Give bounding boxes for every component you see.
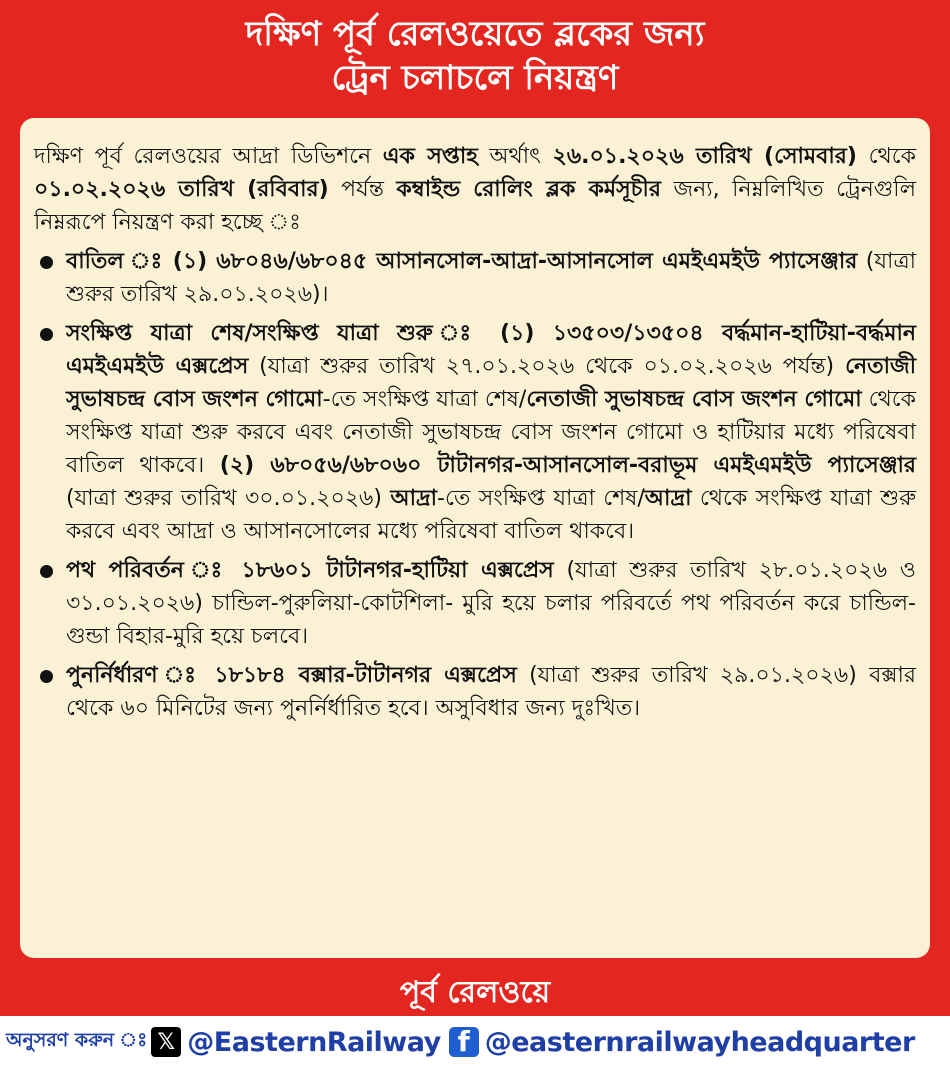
list-item-diversion bbox=[34, 554, 916, 653]
item-text: থেকে সংক্ষিপ্ত যাত্রা শুরু করবে এবং নেতাজী সুভাষচন্দ্র বোস জংশন গোমো ও হাটিয়ার মধ্যে পরিষেবা বাতিল থাকবে। bbox=[66, 387, 916, 478]
item-bold-text: সংক্ষিপ্ত যাত্রা শেষ/সংক্ষিপ্ত যাত্রা শুরু ঃ (১) ১৩৫০৩/১৩৫০৪ বর্দ্ধমান-হাটিয়া-বর্দ্ধমান এমইএমইউ এক্সপ্রেস bbox=[66, 321, 916, 379]
train-list bbox=[34, 245, 916, 725]
x-logo-icon[interactable]: 𝕏 bbox=[151, 1027, 181, 1057]
item-bold-text: (২) ৬৮০৫৬/৬৮০৬০ টাটানগর-আসানসোল-বরাভূম এমইএমইউ প্যাসেঞ্জার bbox=[219, 453, 916, 478]
x-handle-link[interactable]: @EasternRailway bbox=[187, 1026, 441, 1058]
item-text: (যাত্রা শুরুর তারিখ ২৮.০১.২০২৬ ও ৩১.০১.২০২৬) চান্ডিল-পুরুলিয়া-কোটশিলা- মুরি হয়ে চলার পরিবর্তে পথ পরিবর্তন করে চান্ডিল-গুন্ডা বিহার-মুরি হয়ে চলবে। bbox=[66, 558, 916, 649]
intro-text-4: পর্যন্ত bbox=[328, 177, 397, 202]
bullet-icon bbox=[40, 256, 53, 269]
item-bold-text: আদ্রা bbox=[390, 486, 437, 511]
item-text: (যাত্রা শুরুর তারিখ ২৯.০১.২০২৬)। bbox=[66, 249, 916, 307]
intro-text-3: থেকে bbox=[856, 144, 916, 169]
social-bar bbox=[0, 1016, 950, 1068]
bullet-icon bbox=[40, 565, 53, 578]
item-text: -তে সংক্ষিপ্ত যাত্রা শেষ/ bbox=[322, 387, 527, 412]
list-item-reschedule bbox=[34, 659, 916, 725]
facebook-handle-link[interactable]: @easternrailwayheadquarter bbox=[484, 1026, 915, 1058]
item-text: -তে সংক্ষিপ্ত যাত্রা শেষ/ bbox=[437, 486, 645, 511]
notice-body bbox=[20, 118, 930, 958]
notice-header bbox=[0, 0, 950, 115]
intro-duration: এক সপ্তাহ bbox=[382, 144, 478, 169]
list-item-cancelled bbox=[34, 245, 916, 311]
intro-start-date: ২৬.০১.২০২৬ তারিখ (সোমবার) bbox=[552, 144, 857, 169]
list-item-short-termination bbox=[34, 317, 916, 548]
bullet-icon bbox=[40, 328, 53, 341]
item-text: থেকে সংক্ষিপ্ত যাত্রা শুরু করবে এবং আদ্রা ও আসানসোলের মধ্যে পরিষেবা বাতিল থাকবে। bbox=[66, 486, 917, 544]
item-bold-text: আদ্রা bbox=[644, 486, 692, 511]
item-bold-text: বাতিল ঃ (১) ৬৮০৪৬/৬৮০৪৫ আসানসোল-আদ্রা-আসানসোল এমইএমইউ প্যাসেঞ্জার bbox=[66, 249, 858, 274]
item-bold-text: নেতাজী সুভাষচন্দ্র বোস জংশন গোমো bbox=[66, 354, 916, 412]
item-bold-text: নেতাজী সুভাষচন্দ্র বোস জংশন গোমো bbox=[526, 387, 862, 412]
facebook-logo-icon[interactable]: f bbox=[449, 1027, 479, 1057]
follow-label: অনুসরণ করুন ঃ bbox=[6, 1029, 148, 1051]
item-text: (যাত্রা শুরুর তারিখ ২৯.০১.২০২৬) বক্সার থেকে ৬০ মিনিটের জন্য পুনর্নির্ধারিত হবে। অসুবিধার জন্য দুঃখিত। bbox=[66, 663, 916, 721]
title-line-1: দক্ষিণ পূর্ব রেলওয়েতে ব্লকের জন্য bbox=[245, 14, 705, 54]
title-line-2: ট্রেন চলাচলে নিয়ন্ত্রণ bbox=[331, 58, 619, 98]
bullet-icon bbox=[40, 670, 53, 683]
intro-text-1: দক্ষিণ পূর্ব রেলওয়ের আদ্রা ডিভিশনে bbox=[34, 144, 383, 169]
intro-program: কম্বাইন্ড রোলিং ব্লক কর্মসূচীর bbox=[396, 177, 661, 202]
item-bold-text: পুনর্নির্ধারণ ঃ ১৮১৮৪ বক্সার-টাটানগর এক্সপ্রেস bbox=[66, 663, 517, 688]
organization-name: পূর্ব রেলওয়ে bbox=[399, 975, 551, 1010]
item-text: (যাত্রা শুরুর তারিখ ২৭.০১.২০২৬ থেকে ০১.০২.২০২৬ পর্যন্ত) bbox=[248, 354, 846, 379]
intro-paragraph bbox=[34, 140, 916, 239]
intro-text-5: জন্য, নিম্নলিখিত ট্রেনগুলি নিম্নরূপে নিয়ন্ত্রণ করা হচ্ছে ঃ bbox=[34, 177, 916, 235]
intro-end-date: ০১.০২.২০২৬ তারিখ (রবিবার) bbox=[34, 177, 329, 202]
intro-text-2: অর্থাৎ bbox=[477, 144, 553, 169]
item-text: (যাত্রা শুরুর তারিখ ৩০.০১.২০২৬) bbox=[66, 486, 391, 511]
item-bold-text: পথ পরিবর্তন ঃ ১৮৬০১ টাটানগর-হাটিয়া এক্সপ্রেস bbox=[66, 558, 554, 583]
